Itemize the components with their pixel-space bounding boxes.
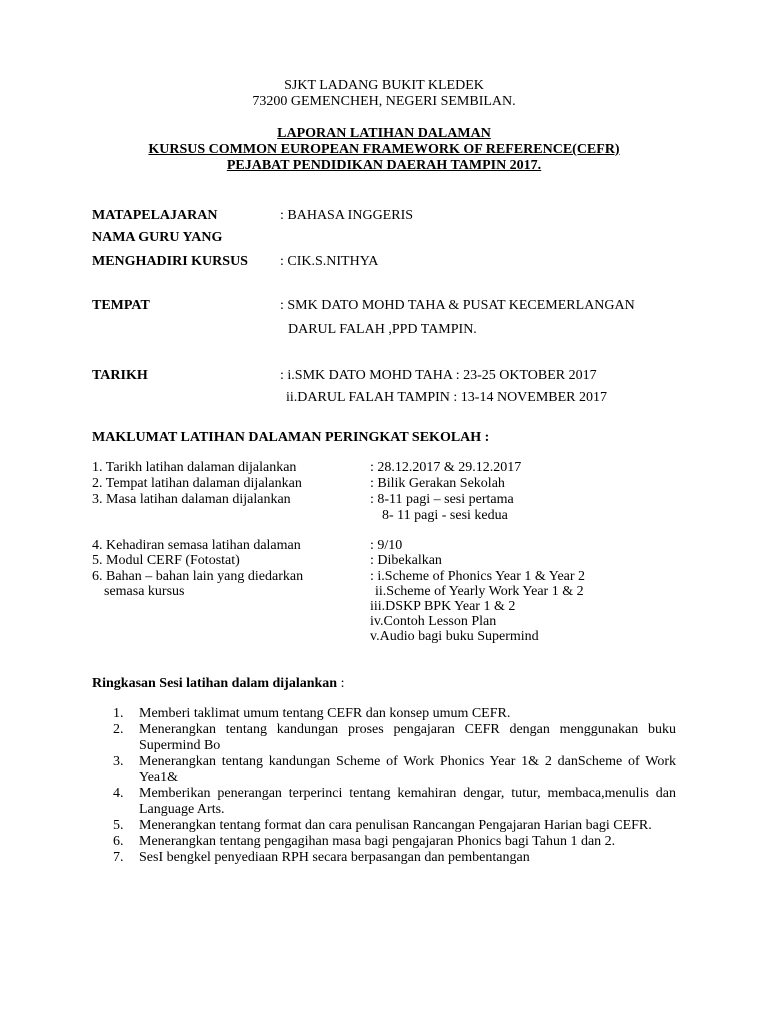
- list-item-number: 3.: [113, 754, 124, 769]
- guru-label-line-2: MENGHADIRI KURSUS: [92, 254, 248, 269]
- report-title-line-2: KURSUS COMMON EUROPEAN FRAMEWORK OF REFERENCE(CEFR): [148, 142, 620, 157]
- tempat-label: TEMPAT: [92, 298, 150, 313]
- maklumat-row-6-label-2: semasa kursus: [104, 584, 185, 599]
- tarikh-label: TARIKH: [92, 368, 148, 383]
- maklumat-row-3-value-2: 8- 11 pagi - sesi kedua: [382, 508, 508, 523]
- maklumat-row-4-value: : 9/10: [370, 538, 403, 553]
- maklumat-row-6-label-1: 6. Bahan – bahan lain yang diedarkan: [92, 569, 304, 584]
- list-item: [92, 706, 676, 722]
- ringkasan-heading-text: Ringkasan Sesi latihan dalam dijalankan: [92, 676, 338, 691]
- maklumat-heading: MAKLUMAT LATIHAN DALAMAN PERINGKAT SEKOLAH :: [92, 430, 490, 445]
- maklumat-row-1-value: : 28.12.2017 & 29.12.2017: [370, 460, 522, 475]
- maklumat-row-5-value: : Dibekalkan: [370, 553, 442, 568]
- tempat-value-line-1: : SMK DATO MOHD TAHA & PUSAT KECEMERLANGAN: [280, 298, 635, 313]
- list-item: [92, 818, 676, 834]
- list-item-text: Memberi taklimat umum tentang CEFR dan konsep umum CEFR.: [139, 706, 511, 721]
- tarikh-value-line-2: ii.DARUL FALAH TAMPIN : 13-14 NOVEMBER 2017: [286, 390, 608, 405]
- list-item-text: Menerangkan tentang kandungan Scheme of Work Phonics Year 1& 2 danScheme of Work Yea1&: [139, 754, 676, 785]
- list-item-number: 7.: [113, 850, 124, 865]
- maklumat-row-3-value-1: : 8-11 pagi – sesi pertama: [370, 492, 514, 507]
- maklumat-row-2-label: 2. Tempat latihan dalaman dijalankan: [92, 476, 302, 491]
- guru-value: : CIK.S.NITHYA: [280, 254, 379, 269]
- list-item-number: 1.: [113, 706, 124, 721]
- list-item: [92, 786, 676, 818]
- list-item-number: 4.: [113, 786, 124, 801]
- list-item: [92, 850, 676, 866]
- list-item-text: SesI bengkel penyediaan RPH secara berpasangan dan pembentangan: [139, 850, 530, 865]
- ringkasan-heading-colon: :: [337, 676, 345, 691]
- bahan-item: : i.Scheme of Phonics Year 1 & Year 2: [370, 569, 586, 584]
- list-item: [92, 722, 676, 754]
- maklumat-row-3-label: 3. Masa latihan dalaman dijalankan: [92, 492, 291, 507]
- report-title-line-1: LAPORAN LATIHAN DALAMAN: [277, 126, 491, 141]
- school-address: 73200 GEMENCHEH, NEGERI SEMBILAN.: [252, 94, 516, 109]
- maklumat-row-2-value: : Bilik Gerakan Sekolah: [370, 476, 505, 491]
- matapelajaran-label: MATAPELAJARAN: [92, 208, 218, 223]
- bahan-item: iii.DSKP BPK Year 1 & 2: [370, 599, 516, 614]
- bahan-item: v.Audio bagi buku Supermind: [370, 629, 539, 644]
- bahan-item: iv.Contoh Lesson Plan: [370, 614, 497, 629]
- list-item: [92, 834, 676, 850]
- matapelajaran-value: : BAHASA INGGERIS: [280, 208, 414, 223]
- guru-label-line-1: NAMA GURU YANG: [92, 230, 223, 245]
- ringkasan-heading: [92, 676, 344, 692]
- list-item-number: 5.: [113, 818, 124, 833]
- tempat-value-line-2: DARUL FALAH ,PPD TAMPIN.: [288, 322, 477, 337]
- ringkasan-list: [92, 706, 676, 866]
- list-item-text: Menerangkan tentang format dan cara penulisan Rancangan Pengajaran Harian bagi CEFR.: [139, 818, 652, 833]
- report-title-line-3: PEJABAT PENDIDIKAN DAERAH TAMPIN 2017.: [226, 158, 542, 173]
- tarikh-value-line-1: : i.SMK DATO MOHD TAHA : 23-25 OKTOBER 2017: [280, 368, 597, 383]
- bahan-item: ii.Scheme of Yearly Work Year 1 & 2: [375, 584, 584, 599]
- list-item-number: 6.: [113, 834, 124, 849]
- list-item-number: 2.: [113, 722, 124, 737]
- maklumat-row-4-label: 4. Kehadiran semasa latihan dalaman: [92, 538, 301, 553]
- maklumat-row-1-label: 1. Tarikh latihan dalaman dijalankan: [92, 460, 297, 475]
- list-item-text: Menerangkan tentang pengagihan masa bagi pengajaran Phonics bagi Tahun 1 dan 2.: [139, 834, 616, 849]
- maklumat-row-5-label: 5. Modul CERF (Fotostat): [92, 553, 240, 568]
- list-item: [92, 754, 676, 786]
- list-item-text: Memberikan penerangan terperinci tentang kemahiran dengar, tutur, membaca,menulis dan Language Arts.: [139, 786, 676, 817]
- list-item-text: Menerangkan tentang kandungan proses pengajaran CEFR dengan menggunakan buku Supermind Bo: [139, 722, 676, 753]
- school-name: SJKT LADANG BUKIT KLEDEK: [284, 78, 484, 93]
